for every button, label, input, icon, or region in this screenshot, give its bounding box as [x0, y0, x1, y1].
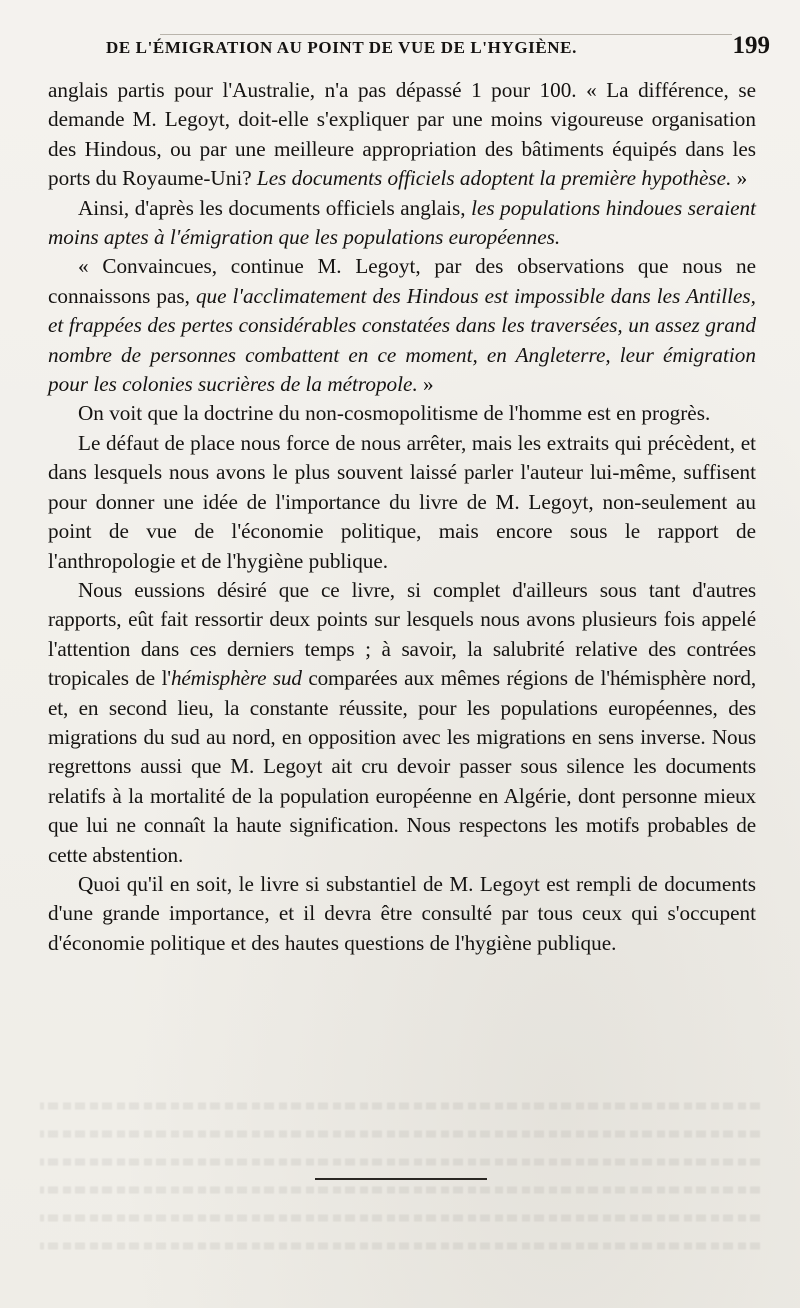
paragraph-4-segment-1: On voit que la doctrine du non-cosmopolitisme de l'homme est en progrès.: [78, 401, 711, 426]
paragraph-3: [48, 252, 756, 399]
paragraph-7-segment-1: Quoi qu'il en soit, le livre si substantiel de M. Legoyt est rempli de documents d'une grande importance, et il devra être consulté par tous ceux qui s'occupent d'économie politique et des hautes questions de l'hygiène publique.: [48, 871, 756, 955]
closing-rule: [315, 1178, 487, 1180]
paragraph-6-segment-2: hémisphère sud: [170, 666, 302, 691]
bleed-line: [40, 1215, 760, 1222]
page-number: 199: [732, 32, 770, 59]
paragraph-2: [48, 194, 756, 253]
paragraph-4: [48, 399, 756, 428]
body-text: [48, 76, 756, 958]
paragraph-6-segment-1: Nous eussions désiré que ce livre, si complet d'ailleurs sous tant d'autres rapports, eût fait ressortir deux points sur lesquels nous avons plusieurs fois appelé l'attention dans ces derniers temps ; à savoir, la salubrité relative des contrées tropicales de l': [48, 577, 756, 691]
paragraph-3-segment-1: « Convaincues, continue M. Legoyt, par des observations que nous ne connaissons pas,: [48, 254, 756, 308]
bleed-line: [40, 1243, 760, 1250]
paragraph-1-segment-1: anglais partis pour l'Australie, n'a pas dépassé 1 pour 100. « La différence, se demande M. Legoyt, doit-elle s'expliquer par une moins vigoureuse organisation des Hindous, ou par une meilleure appropriation des bâtiments équipés dans les ports du Royaume-Uni?: [48, 78, 756, 191]
paragraph-3-segment-2: que l'acclimatement des Hindous est impossible dans les Antilles, et frappées des pertes considérables constatées dans les traversées, un assez grand nombre de personnes combattent en ce moment, en Angleterre, leur émigration pour les colonies sucrières de la métropole.: [48, 283, 756, 397]
bleed-line: [40, 1187, 760, 1194]
bleed-through-texture: [40, 1092, 760, 1262]
bleed-line: [40, 1103, 760, 1110]
paragraph-5-segment-1: Le défaut de place nous force de nous arrêter, mais les extraits qui précèdent, et dans lesquels nous avons le plus souvent laissé parler l'auteur lui-même, suffisent pour donner une idée de l'importance du livre de M. Legoyt, non-seulement au point de vue de l'économie politique, mais encore sous le rapport de l'anthropologie et de l'hygiène publique.: [48, 430, 756, 573]
paragraph-7: [48, 870, 756, 958]
bleed-line: [40, 1159, 760, 1166]
paragraph-6-segment-3: comparées aux mêmes régions de l'hémisphère nord, et, en second lieu, la constante réussite, pour les populations européennes, des migrations du sud au nord, en opposition avec les migrations en sens inverse. Nous regrettons aussi que M. Legoyt ait cru devoir passer sous silence les documents relatifs à la mortalité de la population européenne en Algérie, dont personne mieux que lui ne connaît la haute signification. Nous respectons les motifs probables de cette abstention.: [48, 666, 757, 867]
paragraph-1-segment-3: »: [731, 166, 748, 191]
paragraph-2-segment-1: Ainsi, d'après les documents officiels anglais,: [78, 195, 472, 220]
paragraph-5: [48, 429, 756, 576]
paragraph-6: [48, 576, 756, 870]
paragraph-1: [48, 76, 756, 194]
running-title: DE L'ÉMIGRATION AU POINT DE VUE DE L'HYGIÈNE.: [106, 38, 577, 57]
header-rule: [160, 34, 732, 35]
page-header: [100, 30, 772, 66]
bleed-line: [40, 1131, 760, 1138]
paragraph-1-segment-2: Les documents officiels adoptent la première hypothèse.: [256, 166, 732, 191]
paragraph-3-segment-3: »: [417, 372, 434, 397]
paragraph-2-segment-2: les populations hindoues seraient moins aptes à l'émigration que les populations européennes.: [48, 195, 756, 250]
